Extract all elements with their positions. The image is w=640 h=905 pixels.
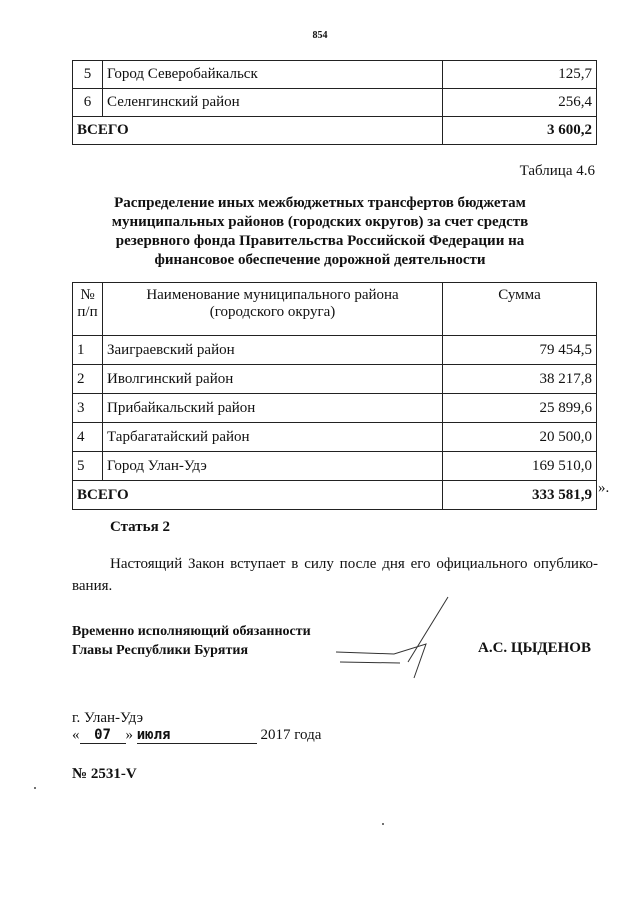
total-amount: 3 600,2	[443, 117, 597, 145]
row-number: 3	[73, 394, 103, 423]
header-num	[73, 283, 103, 336]
header-num-line2: п/п	[77, 304, 98, 320]
signer-position	[72, 622, 311, 660]
row-amount: 38 217,8	[443, 365, 597, 394]
row-name: Иволгинский район	[103, 365, 443, 394]
table-row	[73, 365, 597, 394]
row-number: 4	[73, 423, 103, 452]
table-row	[73, 336, 597, 365]
signer-position-line1: Временно исполняющий обязанности	[72, 624, 311, 639]
row-name: Заиграевский район	[103, 336, 443, 365]
main-table	[72, 282, 597, 510]
row-name: Тарбагатайский район	[103, 423, 443, 452]
row-name: Прибайкальский район	[103, 394, 443, 423]
speck	[382, 823, 384, 825]
table-row	[73, 394, 597, 423]
closing-quote: ».	[598, 480, 610, 496]
row-amount: 20 500,0	[443, 423, 597, 452]
total-amount: 333 581,9	[443, 481, 597, 510]
top-table	[72, 60, 597, 145]
date-day: 07	[80, 727, 126, 744]
row-amount: 256,4	[443, 89, 597, 117]
document-number: № 2531-V	[72, 766, 137, 782]
place: г. Улан-Удэ	[72, 710, 144, 726]
article-title: Статья 2	[110, 519, 170, 535]
date-line	[72, 727, 321, 744]
page-number: 854	[312, 30, 328, 41]
header-row	[73, 283, 597, 336]
table-row	[73, 452, 597, 481]
date-close-quote: »	[125, 727, 133, 743]
header-name-line1: Наименование муниципального района	[146, 287, 399, 303]
table-row	[73, 423, 597, 452]
row-number: 5	[73, 452, 103, 481]
row-number: 5	[73, 61, 103, 89]
row-amount: 125,7	[443, 61, 597, 89]
row-number: 2	[73, 365, 103, 394]
table-caption: Таблица 4.6	[519, 163, 595, 179]
total-label: ВСЕГО	[73, 117, 443, 145]
header-num-line1: №	[80, 287, 95, 303]
header-name-line2: (городского округа)	[209, 304, 336, 320]
signer-position-line2: Главы Республики Бурятия	[72, 643, 249, 658]
speck	[34, 787, 36, 789]
signature-mark	[330, 592, 460, 682]
row-amount: 79 454,5	[443, 336, 597, 365]
header-sum: Сумма	[443, 283, 597, 336]
table-row	[73, 89, 597, 117]
header-name	[103, 283, 443, 336]
table-row	[73, 61, 597, 89]
row-amount: 169 510,0	[443, 452, 597, 481]
date-year: 2017 года	[260, 727, 322, 743]
row-name: Город Улан-Удэ	[103, 452, 443, 481]
signer-name: А.С. ЦЫДЕНОВ	[478, 640, 591, 656]
date-month: июля	[137, 727, 257, 744]
total-label: ВСЕГО	[73, 481, 443, 510]
row-number: 6	[73, 89, 103, 117]
date-open-quote: «	[72, 727, 80, 743]
table-heading: Распределение иных межбюджетных трансфертов бюджетам муниципальных районов (городских округов) за счет средств резервного фонда Правительства Российской Федерации на финансовое обеспечение дорожной деятельности	[111, 195, 529, 268]
total-row	[73, 117, 597, 145]
total-row	[73, 481, 597, 510]
row-name: Город Северобайкальск	[103, 61, 443, 89]
row-number: 1	[73, 336, 103, 365]
law-text: Настоящий Закон вступает в силу после дня его официального опубликования.	[72, 556, 598, 594]
row-amount: 25 899,6	[443, 394, 597, 423]
row-name: Селенгинский район	[103, 89, 443, 117]
